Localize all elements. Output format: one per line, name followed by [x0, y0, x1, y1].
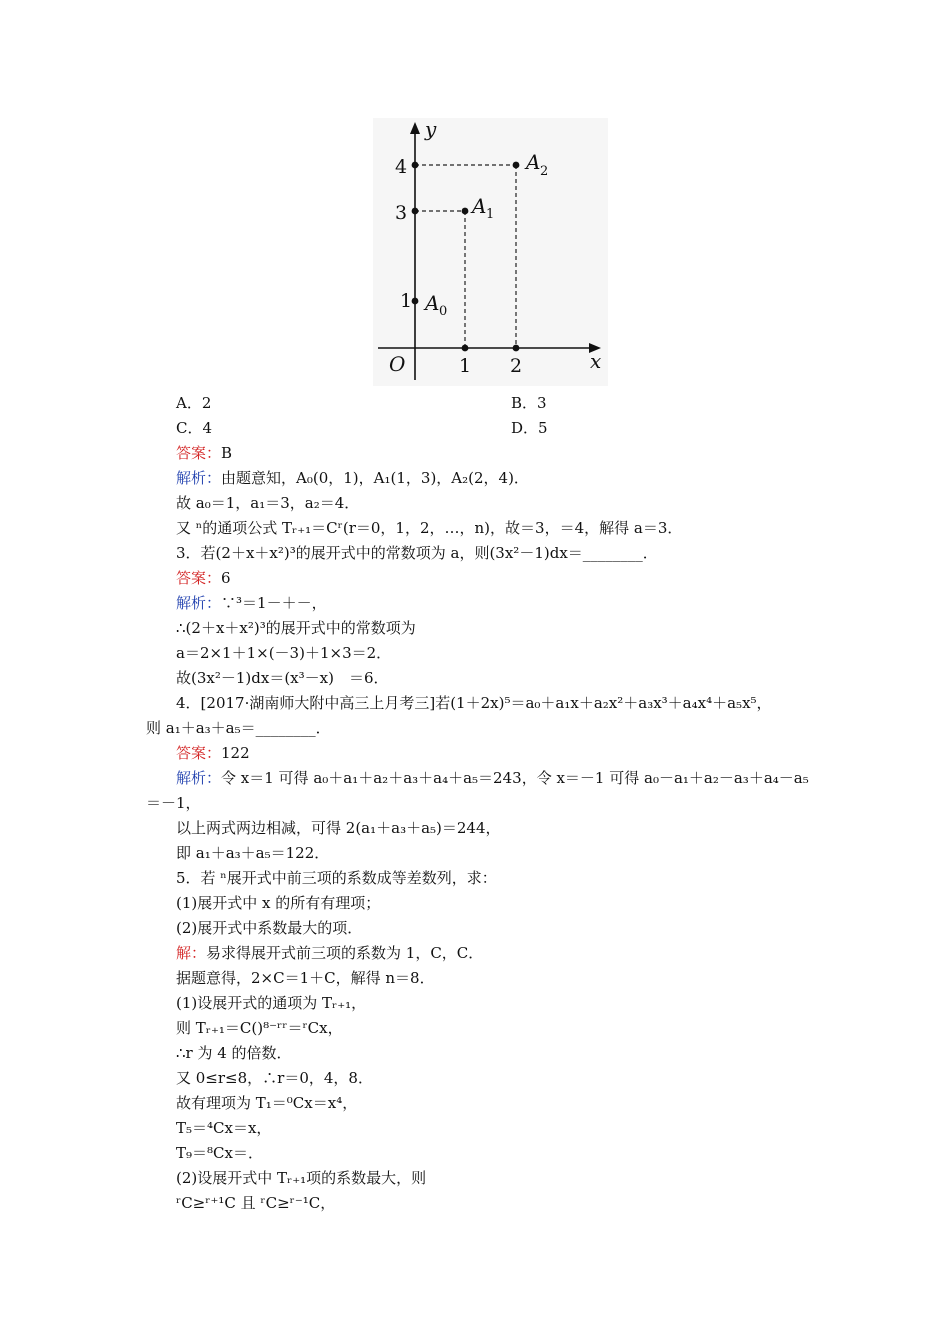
q3-line-4: 故(3x²－1)dx＝(x³－x) ＝6． [176, 669, 389, 687]
q2-line-3: 又 ⁿ的通项公式 Tᵣ₊₁＝Cʳ(r＝0，1，2，…，n)，故＝3，＝4，解得 a＝3． [176, 519, 683, 537]
q4-analysis [176, 767, 809, 789]
label-a2: A [526, 150, 541, 174]
q5-part-1: (1)展开式中 x 的所有有理项； [176, 894, 381, 912]
solution-label: 解： [176, 944, 207, 962]
point-y4 [412, 162, 419, 169]
y-tick-4: 4 [395, 156, 408, 178]
q4-line-2: ＝－1， [146, 794, 201, 812]
x-tick-1: 1 [459, 355, 472, 377]
origin-label: O [389, 352, 406, 376]
label-a2-sub: 2 [540, 164, 549, 179]
point-a1 [462, 208, 469, 215]
point-x1 [462, 345, 469, 352]
option-a: A．2 [176, 394, 212, 412]
y-tick-1: 1 [400, 290, 413, 312]
q4-question: 4．[2017·湖南师大附中高三上月考三]若(1＋2x)⁵＝a₀＋a₁x＋a₂x²＋a₃x³＋a₄x⁴＋a₅x⁵， [176, 694, 772, 712]
q5-line-6: 又 0≤r≤8，∴r＝0，4，8． [176, 1069, 373, 1087]
coordinate-figure [373, 118, 608, 386]
label-a0: A [425, 291, 440, 315]
solution-text: 易求得展开式前三项的系数为 1，C，C． [206, 944, 484, 962]
y-axis-label: y [425, 118, 437, 141]
q4-question-cont: 则 a₁＋a₃＋a₅＝________． [146, 719, 331, 737]
q4-answer [176, 742, 250, 764]
answer-value: B [221, 444, 233, 462]
point-a2 [513, 162, 520, 169]
y-tick-3: 3 [395, 202, 408, 224]
analysis-text: 由题意知，A₀(0，1)，A₁(1，3)，A₂(2，4)． [221, 469, 529, 487]
answer-value: 122 [221, 744, 250, 762]
analysis-label: 解析： [176, 469, 222, 487]
option-c: C．4 [176, 419, 213, 437]
q5-solution [176, 942, 483, 964]
q3-question: 3．若(2＋x＋x²)³的展开式中的常数项为 a，则(3x²－1)dx＝________． [176, 544, 658, 562]
q5-line-8: T₅＝⁴Cx＝x， [176, 1119, 272, 1137]
q3-line-3: a＝2×1＋1×(－3)＋1×3＝2． [176, 644, 392, 662]
q3-answer [176, 567, 231, 589]
q5-line-11: ʳC≥ʳ⁺¹C 且 ʳC≥ʳ⁻¹C， [176, 1194, 336, 1212]
q5-question: 5．若 ⁿ展开式中前三项的系数成等差数列，求： [176, 869, 497, 887]
option-d: D．5 [511, 419, 548, 437]
analysis-label: 解析： [176, 594, 222, 612]
analysis-text: 令 x＝1 可得 a₀＋a₁＋a₂＋a₃＋a₄＋a₅＝243，令 x＝－1 可得 a₀－a₁＋a₂－a₃＋a₄－a₅ [221, 769, 809, 787]
q2-answer [176, 442, 232, 464]
q4-line-3: 以上两式两边相减，可得 2(a₁＋a₃＋a₅)＝244， [176, 819, 501, 837]
answer-label: 答案： [176, 569, 222, 587]
point-y3 [412, 208, 419, 215]
x-tick-2: 2 [510, 355, 523, 377]
q5-line-5: ∴r 为 4 的倍数． [176, 1044, 292, 1062]
label-a0-sub: 0 [439, 304, 448, 319]
q5-line-10: (2)设展开式中 Tᵣ₊₁项的系数最大，则 [176, 1169, 427, 1187]
analysis-text: ∵³＝1－＋－， [221, 594, 327, 612]
q3-analysis [176, 592, 327, 614]
q5-line-9: T₉＝⁸Cx＝． [176, 1144, 263, 1162]
answer-label: 答案： [176, 444, 222, 462]
answer-value: 6 [221, 569, 231, 587]
label-a1: A [472, 194, 487, 218]
point-a0 [412, 298, 419, 305]
point-x2 [513, 345, 520, 352]
q2-analysis [176, 467, 529, 489]
q2-line-2: 故 a₀＝1，a₁＝3，a₂＝4． [176, 494, 360, 512]
q5-line-4: 则 Tᵣ₊₁＝C()⁸⁻ʳʳ＝ʳCx， [176, 1019, 343, 1037]
q5-line-2: 据题意得，2×C＝1＋C，解得 n＝8． [176, 969, 435, 987]
label-a1-sub: 1 [486, 207, 495, 222]
analysis-label: 解析： [176, 769, 222, 787]
option-b: B．3 [511, 394, 547, 412]
q5-line-3: (1)设展开式的通项为 Tᵣ₊₁， [176, 994, 367, 1012]
answer-label: 答案： [176, 744, 222, 762]
q4-line-4: 即 a₁＋a₃＋a₅＝122． [176, 844, 330, 862]
q3-line-2: ∴(2＋x＋x²)³的展开式中的常数项为 [176, 619, 416, 637]
q5-line-7: 故有理项为 T₁＝⁰Cx＝x⁴， [176, 1094, 358, 1112]
q5-part-2: (2)展开式中系数最大的项． [176, 919, 363, 937]
x-axis-label: x [590, 349, 602, 373]
